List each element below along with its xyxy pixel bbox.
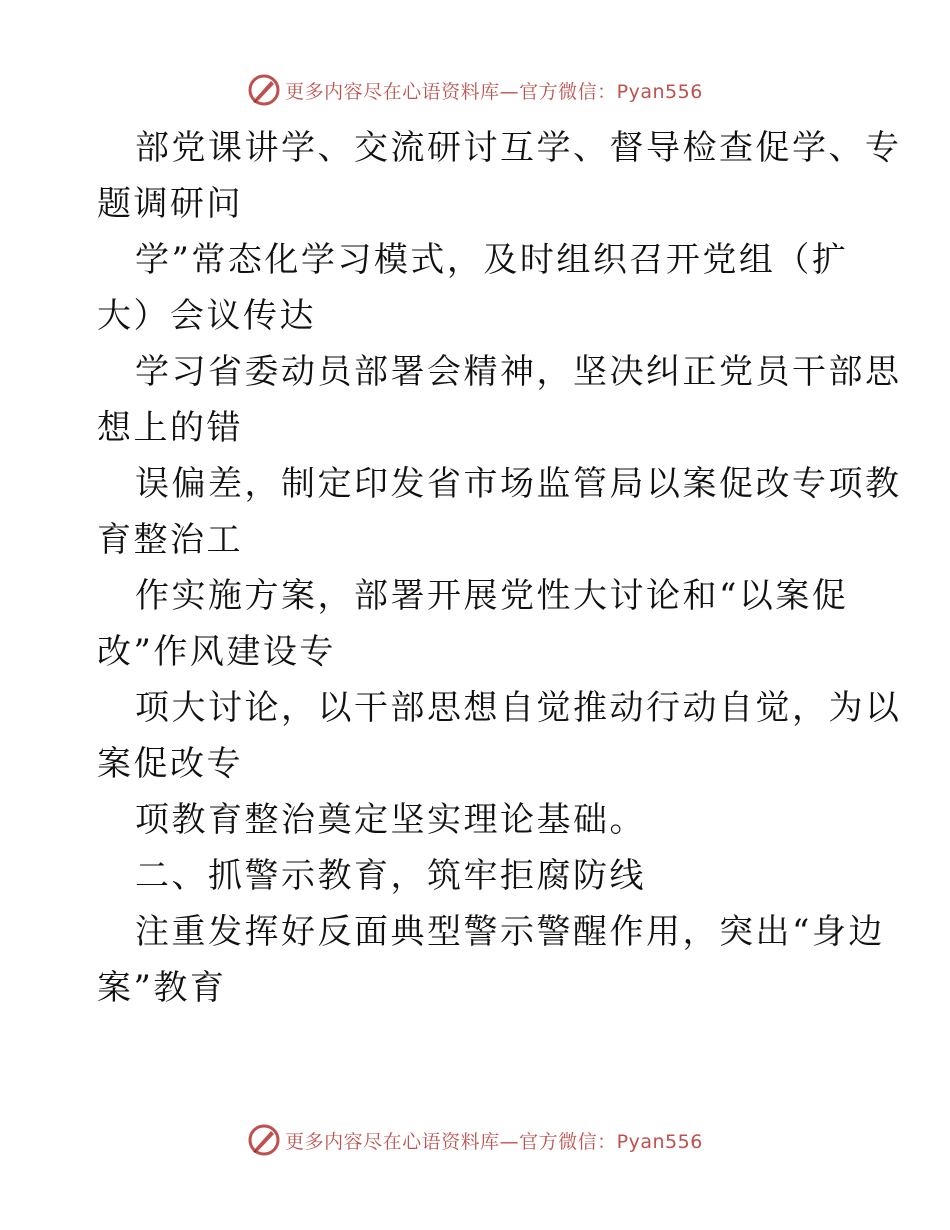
text-line: 误偏差，制定印发省市场监管局以案促改专项教: [135, 464, 902, 504]
text-line: 育整治工: [97, 520, 243, 560]
text-line: 项大讨论，以干部思想自觉推动行动自觉，为以: [135, 688, 902, 728]
text-line: 想上的错: [97, 408, 243, 448]
brush-logo-icon: [247, 1123, 281, 1157]
text-line: 案促改专: [97, 744, 243, 784]
text-line: 学”常态化学习模式，及时组织召开党组（扩: [135, 240, 849, 280]
text-line: 大）会议传达: [97, 296, 316, 336]
brush-logo-icon: [247, 73, 281, 107]
text-line: 注重发挥好反面典型警示警醒作用，突出“身边: [135, 912, 885, 952]
text-line: 案”教育: [97, 968, 227, 1008]
document-body: [97, 120, 902, 1016]
text-line: 项教育整治奠定坚实理论基础。: [135, 800, 646, 840]
section-heading: 二、抓警示教育，筑牢拒腐防线: [135, 856, 646, 896]
text-line: 部党课讲学、交流研讨互学、督导检查促学、专: [135, 128, 902, 168]
text-line: 改”作风建设专: [97, 632, 336, 672]
footer-banner-text: 更多内容尽在心语资料库—官方微信：Pyan556: [285, 1130, 703, 1153]
header-banner-text: 更多内容尽在心语资料库—官方微信：Pyan556: [285, 80, 703, 103]
text-line: 作实施方案，部署开展党性大讨论和“以案促: [135, 576, 849, 616]
text-line: 题调研问: [97, 184, 243, 224]
header-banner: [0, 70, 950, 110]
text-line: 学习省委动员部署会精神，坚决纠正党员干部思: [135, 352, 902, 392]
footer-banner: [0, 1120, 950, 1160]
